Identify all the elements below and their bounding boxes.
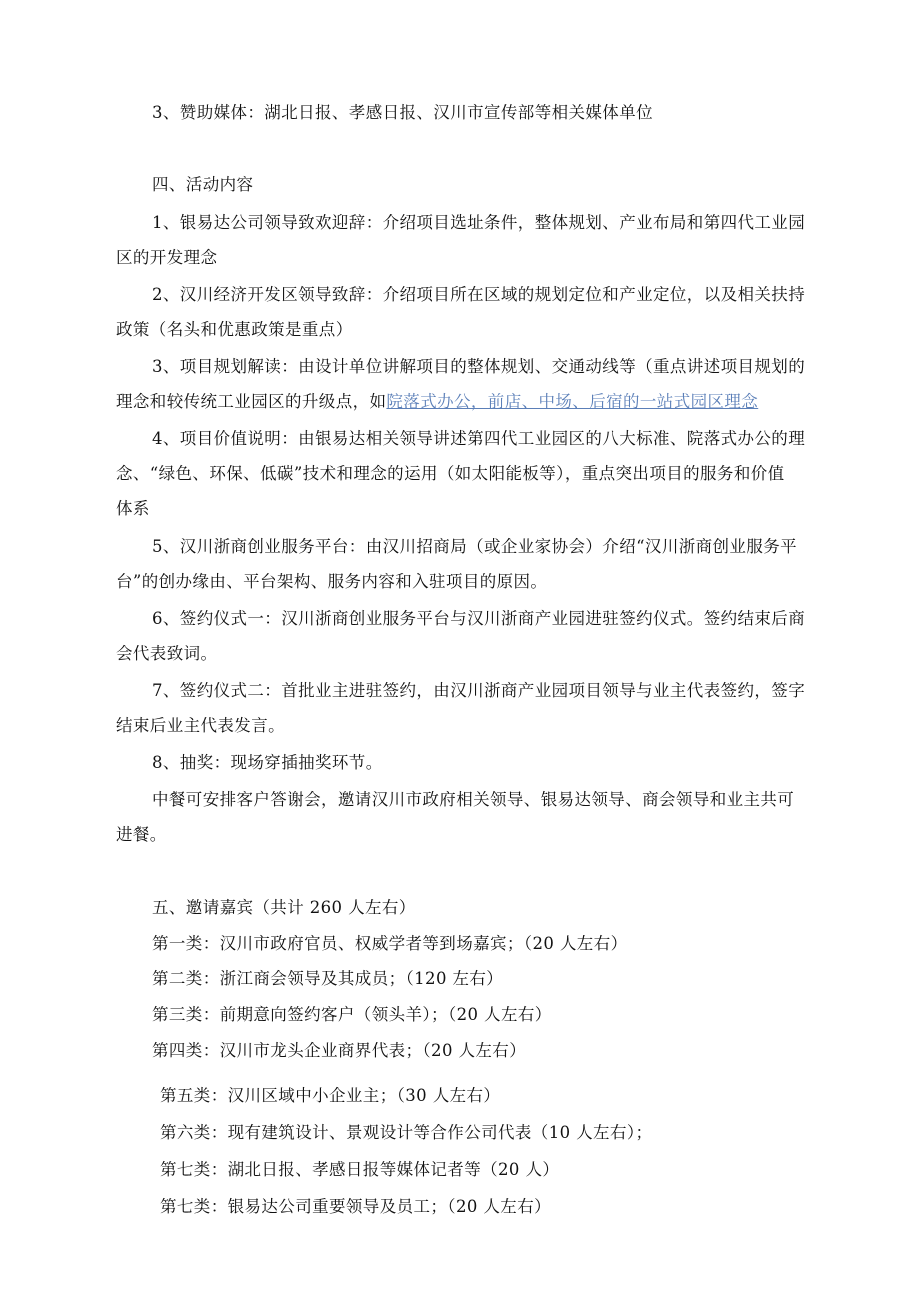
guest-category-3: 第三类：前期意向签约客户（领头羊）；（20 人左右） [152,1005,552,1024]
item-7-line-2: 结束后业主代表发言。 [116,716,285,735]
item-2-line-2: 政策（名头和优惠政策是重点） [116,320,353,339]
courtyard-office-link[interactable]: 院落式办公，前店、中场、后宿的一站式园区理念 [386,392,759,411]
item-3-line-1: 3、项目规划解读：由设计单位讲解项目的整体规划、交通动线等（重点讲述项目规划的 [152,357,806,376]
lunch-line-1: 中餐可安排客户答谢会，邀请汉川市政府相关领导、银易达领导、商会领导和业主共可 [152,790,795,809]
item-1-line-1: 1、银易达公司领导致欢迎辞：介绍项目选址条件，整体规划、产业布局和第四代工业园 [152,213,806,232]
guest-category-1: 第一类：汉川市政府官员、权威学者等到场嘉宾；（20 人左右） [152,934,628,953]
guest-category-7: 第七类：湖北日报、孝感日报等媒体记者等（20 人） [160,1160,560,1179]
item-7-line-1: 7、签约仪式二：首批业主进驻签约，由汉川浙商产业园项目领导与业主代表签约，签字 [152,681,806,700]
item-2-line-1: 2、汉川经济开发区领导致辞：介绍项目所在区域的规划定位和产业定位，以及相关扶持 [152,285,806,304]
item-5-line-2: 台”的创办缘由、平台架构、服务内容和入驻项目的原因。 [116,572,548,591]
item-6-line-1: 6、签约仪式一：汉川浙商创业服务平台与汉川浙商产业园进驻签约仪式。签约结束后商 [152,609,806,628]
item-5-line-1: 5、汉川浙商创业服务平台：由汉川招商局（或企业家协会）介绍“汉川浙商创业服务平 [152,537,798,556]
sponsor-media-line: 3、赞助媒体：湖北日报、孝感日报、汉川市宣传部等相关媒体单位 [152,103,653,122]
guest-category-2: 第二类：浙江商会领导及其成员；（120 左右） [152,969,504,988]
item-3-line-2-text: 理念和较传统工业园区的升级点，如 [116,392,387,411]
section-4-heading: 四、活动内容 [152,175,254,194]
item-3-line-2 [116,391,758,413]
item-8-line-1: 8、抽奖：现场穿插抽奖环节。 [152,753,383,772]
guest-category-8: 第七类：银易达公司重要领导及员工；（20 人左右） [160,1197,551,1216]
item-4-line-2: 念、“绿色、环保、低碳”技术和理念的运用（如太阳能板等），重点突出项目的服务和价值 [116,464,785,483]
item-4-line-3: 体系 [116,499,150,518]
guest-category-5: 第五类：汉川区域中小企业主；（30 人左右） [160,1086,501,1105]
guest-category-6: 第六类：现有建筑设计、景观设计等合作公司代表（10 人左右）； [160,1123,653,1142]
section-5-heading: 五、邀请嘉宾（共计 260 人左右） [152,898,416,917]
item-1-line-2: 区的开发理念 [116,248,218,267]
lunch-line-2: 进餐。 [116,825,167,844]
item-6-line-2: 会代表致词。 [116,644,218,663]
item-4-line-1: 4、项目价值说明：由银易达相关领导讲述第四代工业园区的八大标准、院落式办公的理 [152,429,806,448]
guest-category-4: 第四类：汉川市龙头企业商界代表；（20 人左右） [152,1041,527,1060]
